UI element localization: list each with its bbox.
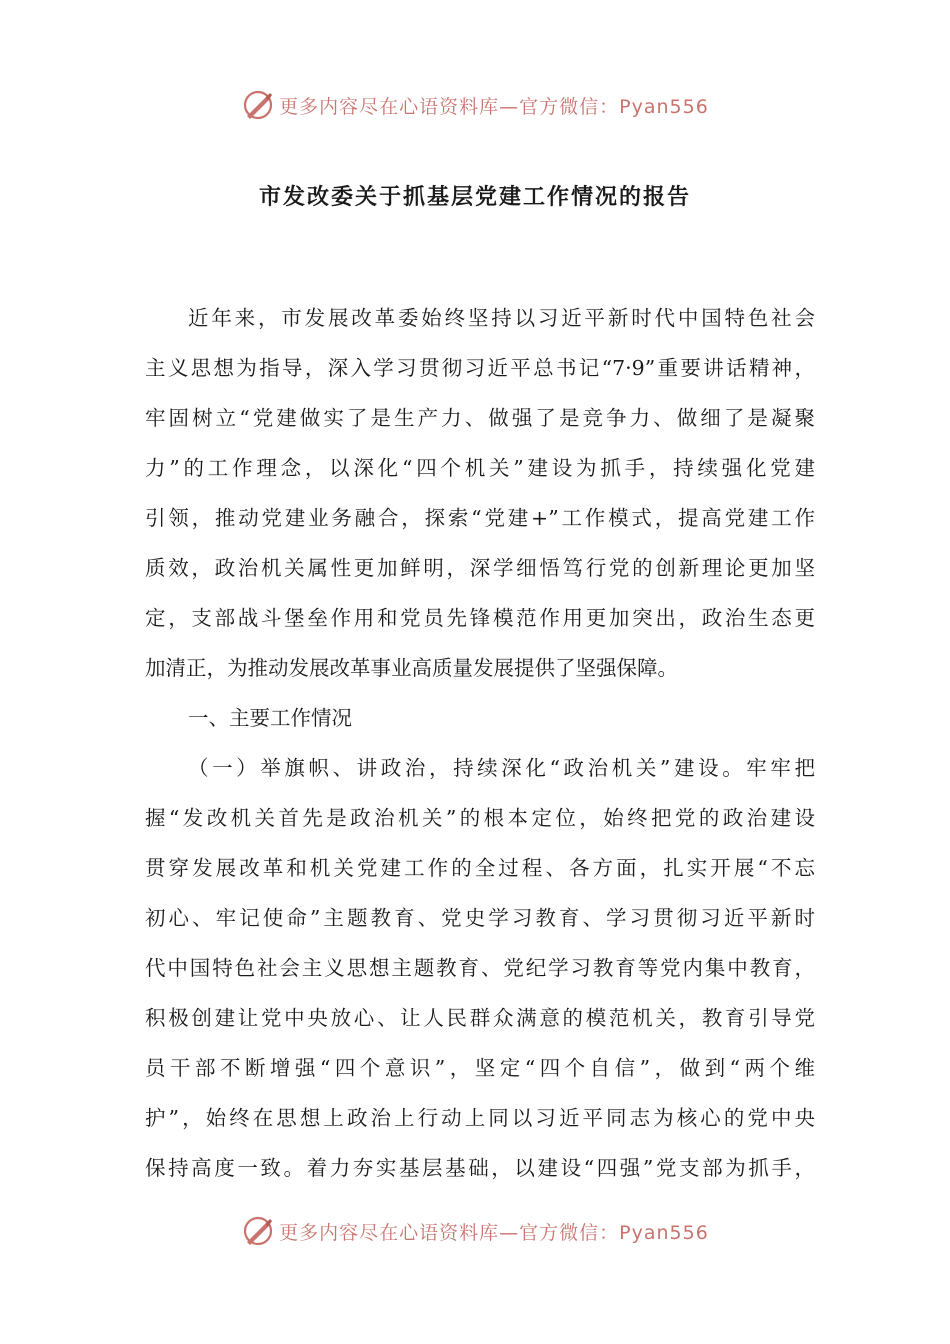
paragraph-line: 握“发改机关首先是政治机关”的根本定位，始终把党的政治建设 xyxy=(145,806,815,830)
paragraph-line: 质效，政治机关属性更加鲜明，深学细悟笃行党的创新理论更加坚 xyxy=(145,556,815,580)
paragraph-line: 引领，推动党建业务融合，探索“党建+”工作模式，提高党建工作 xyxy=(145,506,815,530)
paragraph-line: 代中国特色社会主义思想主题教育、党纪学习教育等党内集中教育， xyxy=(145,956,815,980)
document-body xyxy=(145,293,815,1193)
watermark-text: 更多内容尽在心语资料库—官方微信：Pyan556 xyxy=(279,1221,709,1244)
paragraph-line: 主义思想为指导，深入学习贯彻习近平总书记“7·9”重要讲话精神， xyxy=(145,356,815,380)
paragraph-line: 积极创建让党中央放心、让人民群众满意的模范机关，教育引导党 xyxy=(145,1006,815,1030)
watermark-text: 更多内容尽在心语资料库—官方微信：Pyan556 xyxy=(279,95,709,118)
paragraph-line: 加清正，为推动发展改革事业高质量发展提供了坚强保障。 xyxy=(145,656,678,680)
page-title: 市发改委关于抓基层党建工作情况的报告 xyxy=(258,185,691,210)
paragraph-line: 护”，始终在思想上政治上行动上同以习近平同志为核心的党中央 xyxy=(145,1106,815,1130)
watermark-footer xyxy=(0,1211,950,1251)
pen-logo-icon xyxy=(241,88,275,122)
pen-logo-icon xyxy=(241,1214,275,1248)
paragraph-line: 力”的工作理念，以深化“四个机关”建设为抓手，持续强化党建 xyxy=(145,456,815,480)
paragraph-line: 保持高度一致。着力夯实基层基础，以建设“四强”党支部为抓手， xyxy=(145,1156,815,1180)
section-heading: 一、主要工作情况 xyxy=(188,706,352,730)
paragraph-line: 贯穿发展改革和机关党建工作的全过程、各方面，扎实开展“不忘 xyxy=(145,856,815,880)
paragraph-line: 初心、牢记使命”主题教育、党史学习教育、学习贯彻习近平新时 xyxy=(145,906,815,930)
paragraph-line: 定，支部战斗堡垒作用和党员先锋模范作用更加突出，政治生态更 xyxy=(145,606,815,630)
paragraph-line: （一）举旗帜、讲政治，持续深化“政治机关”建设。牢牢把 xyxy=(188,756,815,780)
paragraph-line: 近年来，市发展改革委始终坚持以习近平新时代中国特色社会 xyxy=(188,306,815,330)
watermark-header xyxy=(0,85,950,125)
paragraph-line: 员干部不断增强“四个意识”，坚定“四个自信”，做到“两个维 xyxy=(145,1056,815,1080)
paragraph-line: 牢固树立“党建做实了是生产力、做强了是竞争力、做细了是凝聚 xyxy=(145,406,815,430)
